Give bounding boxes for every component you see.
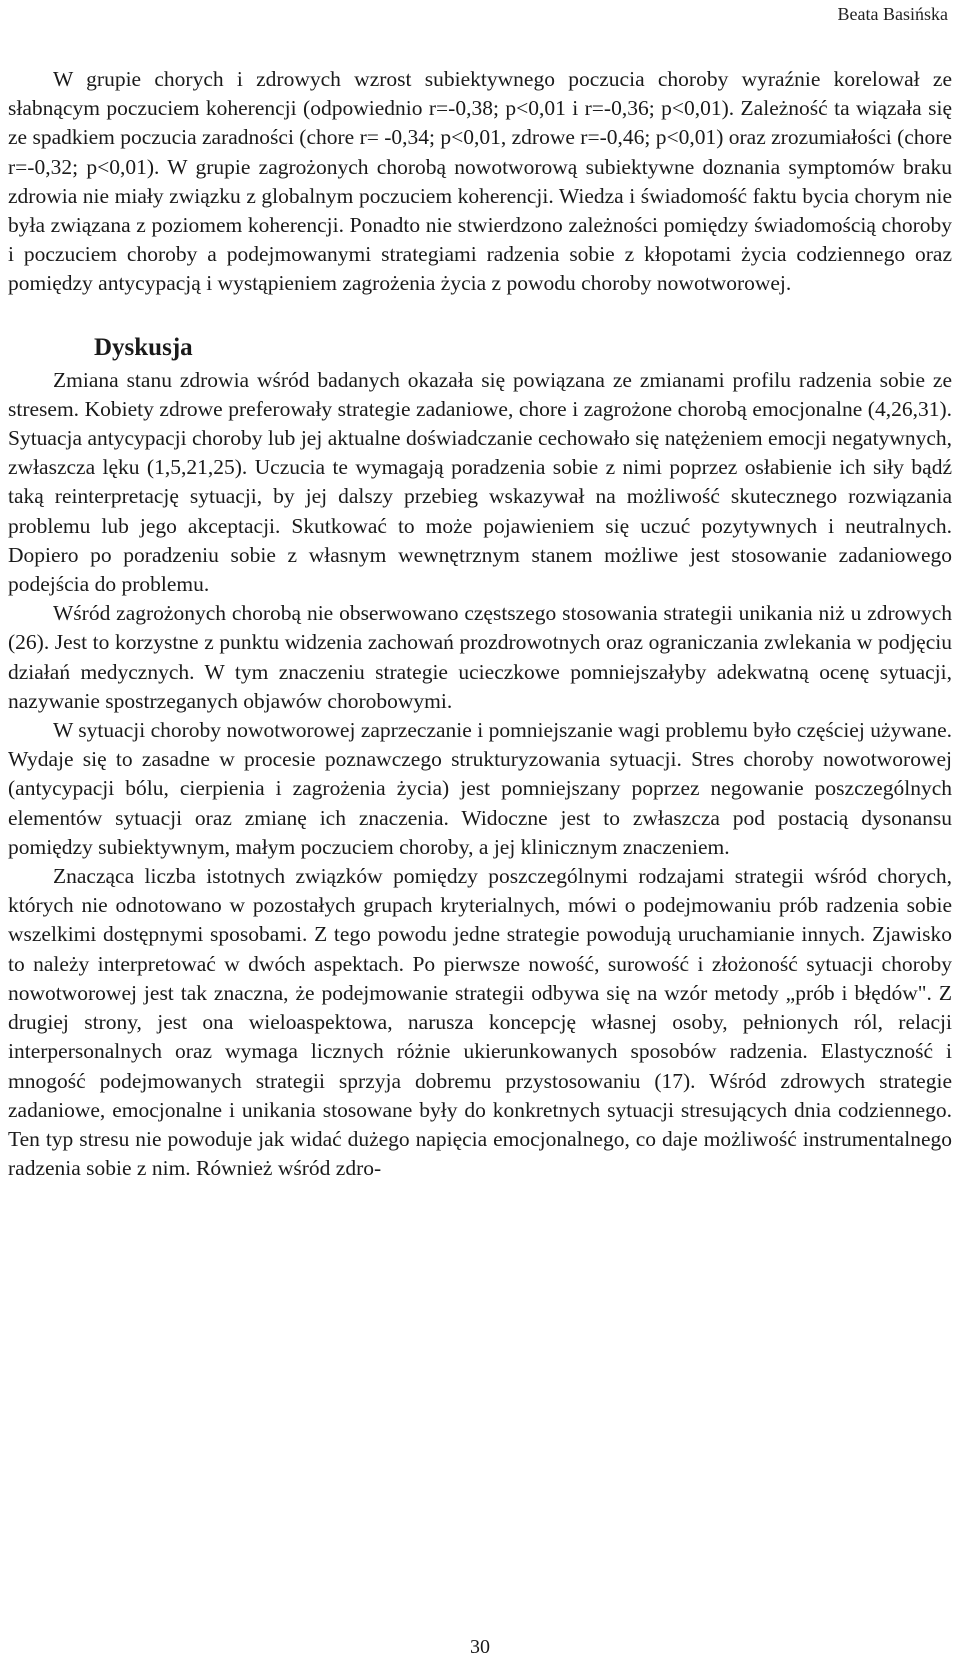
running-header-author: Beata Basińska: [837, 4, 948, 24]
discussion-paragraph: Wśród zagrożonych chorobą nie obserwowano częstszego stosowania strategii unikania niż u zdrowych (26). Jest to korzystne z punktu widzenia zachowań prozdrowotnych oraz ograniczania zwlekania w podjęciu działań medycznych. W tym znaczeniu strategie ucieczkowe pomniejszałyby adekwatną ocenę sytuacji, nazywanie spostrzeganych objawów chorobowymi.: [8, 601, 952, 713]
results-paragraph: W grupie chorych i zdrowych wzrost subiektywnego poczucia choroby wyraźnie korelował ze słabnącym poczuciem koherencji (odpowiednio r=-0,38; p<0,01 i r=-0,36; p<0,01). Zależność ta wiązała się ze spadkiem poczucia zaradności (chore r= -0,34; p<0,01, zdrowe r=-0,46; p<0,01) oraz zrozumiałości (chore r=-0,32; p<0,01). W grupie zagrożonych chorobą nowotworową subiektywne doznania symptomów braku zdrowia nie miały związku z globalnym poczuciem koherencji. Wiedza i świadomość faktu bycia chorym nie była związana z poziomem koherencji. Ponadto nie stwierdzono zależności pomiędzy świadomością choroby i poczuciem choroby a podejmowanymi strategiami radzenia sobie z kłopotami życia codziennego oraz pomiędzy antycypacją i wystąpieniem zagrożenia życia z powodu choroby nowotworowej.: [8, 67, 952, 296]
discussion-paragraph: W sytuacji choroby nowotworowej zaprzeczanie i pomniejszanie wagi problemu było częściej używane. Wydaje się to zasadne w procesie poznawczego strukturyzowania sytuacji. Stres choroby nowotworowej (antycypacji bólu, cierpienia i zagrożenia życia) jest pomniejszany poprzez negowanie poszczególnych elementów sytuacji oraz zmianę ich znaczenia. Widoczne jest to zwłaszcza pod postacią dysonansu pomiędzy subiektywnym, małym poczuciem choroby, a jej klinicznym znaczeniem.: [8, 718, 952, 859]
section-heading: Dyskusja: [94, 333, 193, 361]
discussion-paragraph: Znacząca liczba istotnych związków pomiędzy poszczególnymi rodzajami strategii wśród chorych, których nie odnotowano w pozostałych grupach kryterialnych, mówi o podejmowaniu prób radzenia sobie wszelkimi dostępnymi sposobami. Z tego powodu jedne strategie powodują uruchamianie innych. Zjawisko to należy interpretować w dwóch aspektach. Po pierwsze nowość, surowość i złożoność sytuacji choroby nowotworowej jest tak znaczna, że podejmowanie strategii odbywa się na wzór metody „prób i błędów". Z drugiej strony, jest ona wieloaspektowa, narusza koncepcję własnej osoby, pełnionych ról, relacji interpersonalnych oraz wymaga licznych różnie ukierunkowanych sposobów radzenia. Elastyczność i mnogość podejmowanych strategii sprzyja dobremu przystosowaniu (17). Wśród zdrowych strategie zadaniowe, emocjonalne i unikania stosowane były do konkretnych sytuacji stresujących dnia codziennego. Ten typ stresu nie powoduje jak widać dużego napięcia emocjonalnego, co daje możliwość instrumentalnego radzenia sobie z nim. Również wśród zdro-: [8, 864, 952, 1181]
page-content: [8, 65, 952, 1183]
discussion-paragraph: Zmiana stanu zdrowia wśród badanych okazała się powiązana ze zmianami profilu radzenia sobie ze stresem. Kobiety zdrowe preferowały strategie zadaniowe, chore i zagrożone chorobą emocjonalne (4,26,31). Sytuacja antycypacji choroby lub jej aktualne doświadczanie cechowało się natężeniem emocji negatywnych, zwłaszcza lęku (1,5,21,25). Uczucia te wymagają poradzenia sobie z nimi poprzez osłabienie ich siły bądź taką reinterpretację sytuacji, by jej dalszy przebieg wskazywał na możliwość skutecznego rozwiązania problemu lub jego akceptacji. Skutkować to może pojawieniem się uczuć pozytywnych i neutralnych. Dopiero po poradzeniu sobie z własnym wewnętrznym stanem możliwe jest stosowanie zadaniowego podejścia do problemu.: [8, 367, 952, 597]
page-number: 30: [470, 1636, 490, 1658]
